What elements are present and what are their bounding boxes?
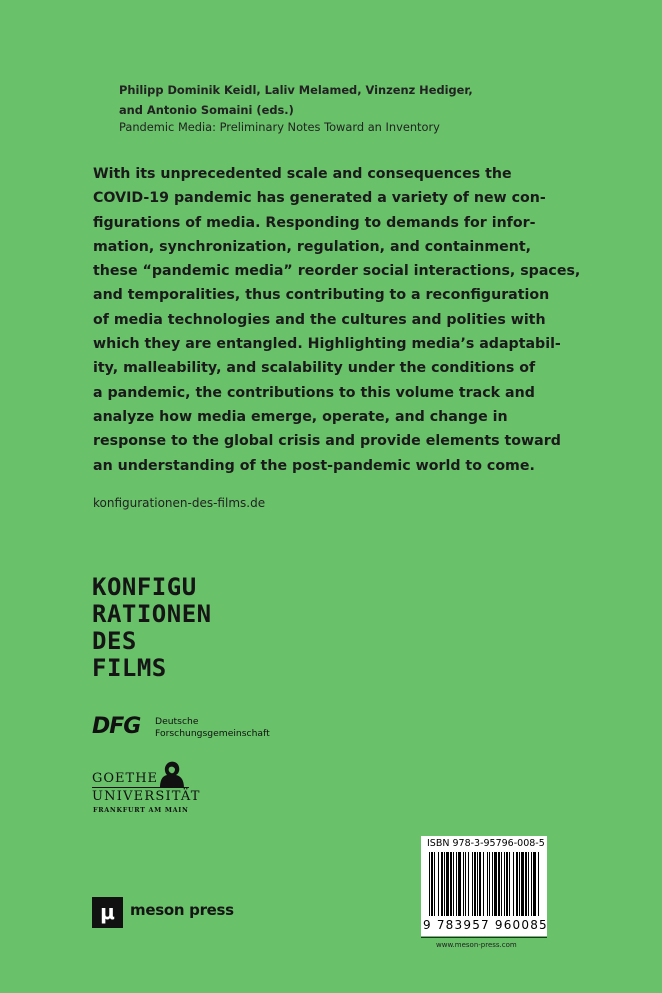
goethe-rule — [92, 787, 189, 788]
logo-line: FILMS — [92, 654, 167, 682]
konfigurationen-logo — [92, 574, 212, 682]
goethe-portrait-icon — [154, 761, 188, 788]
blurb-line: and temporalities, thus contributing to a reconfiguration — [93, 287, 550, 304]
dfg-name-line-2: Forschungsgemeinschaft — [155, 727, 270, 739]
goethe-university-logo — [92, 761, 202, 817]
dfg-name-line-1: Deutsche — [155, 716, 199, 727]
meson-mark-icon: μ — [92, 897, 123, 928]
blurb-line: of media technologies and the cultures and polities with — [93, 311, 546, 328]
blurb-line: these “pandemic media” reorder social interactions, spaces, — [93, 263, 581, 280]
blurb-line: COVID-19 pandemic has generated a variety of new con- — [93, 190, 546, 207]
logo-line: RATIONEN — [92, 600, 212, 628]
goethe-word: GOETHE — [92, 771, 159, 786]
dfg-mark: DFG — [92, 714, 141, 739]
isbn-barcode — [421, 836, 547, 936]
publisher-url-rule — [421, 937, 547, 938]
series-website: konfigurationen-des-films.de — [93, 496, 266, 510]
blurb-line: response to the global crisis and provide elements toward — [93, 433, 561, 450]
isbn-label: ISBN 978-3-95796-008-5 — [427, 838, 545, 849]
blurb-line: figurations of media. Responding to demands for infor- — [93, 214, 536, 231]
logo-line: DES — [92, 627, 137, 655]
goethe-university: UNIVERSITÄT — [92, 789, 201, 804]
logo-line: KONFIGU — [92, 573, 197, 601]
editors-line-2: and Antonio Somaini (eds.) — [119, 102, 294, 117]
publisher-url: www.meson-press.com — [436, 941, 517, 949]
blurb-line: ity, malleability, and scalability under the conditions of — [93, 360, 536, 377]
meson-name: meson press — [130, 901, 234, 919]
editors — [119, 81, 499, 120]
blurb — [93, 162, 581, 478]
dfg-name — [155, 716, 355, 739]
blurb-line: an understanding of the post-pandemic world to come. — [93, 457, 535, 474]
book-subtitle: Pandemic Media: Preliminary Notes Toward an Inventory — [119, 120, 440, 134]
blurb-line: With its unprecedented scale and consequences the — [93, 166, 512, 182]
blurb-line: analyze how media emerge, operate, and change in — [93, 408, 508, 425]
barcode-bars-icon — [427, 852, 541, 918]
editors-line-1: Philipp Dominik Keidl, Laliv Melamed, Vinzenz Hediger, — [119, 83, 473, 97]
blurb-line: a pandemic, the contributions to this volume track and — [93, 384, 535, 401]
barcode-digits: 9 783957 960085 — [423, 918, 548, 932]
blurb-line: mation, synchronization, regulation, and containment, — [93, 238, 531, 255]
goethe-city: FRANKFURT AM MAIN — [93, 806, 189, 814]
blurb-line: which they are entangled. Highlighting media’s adaptabil- — [93, 336, 561, 353]
